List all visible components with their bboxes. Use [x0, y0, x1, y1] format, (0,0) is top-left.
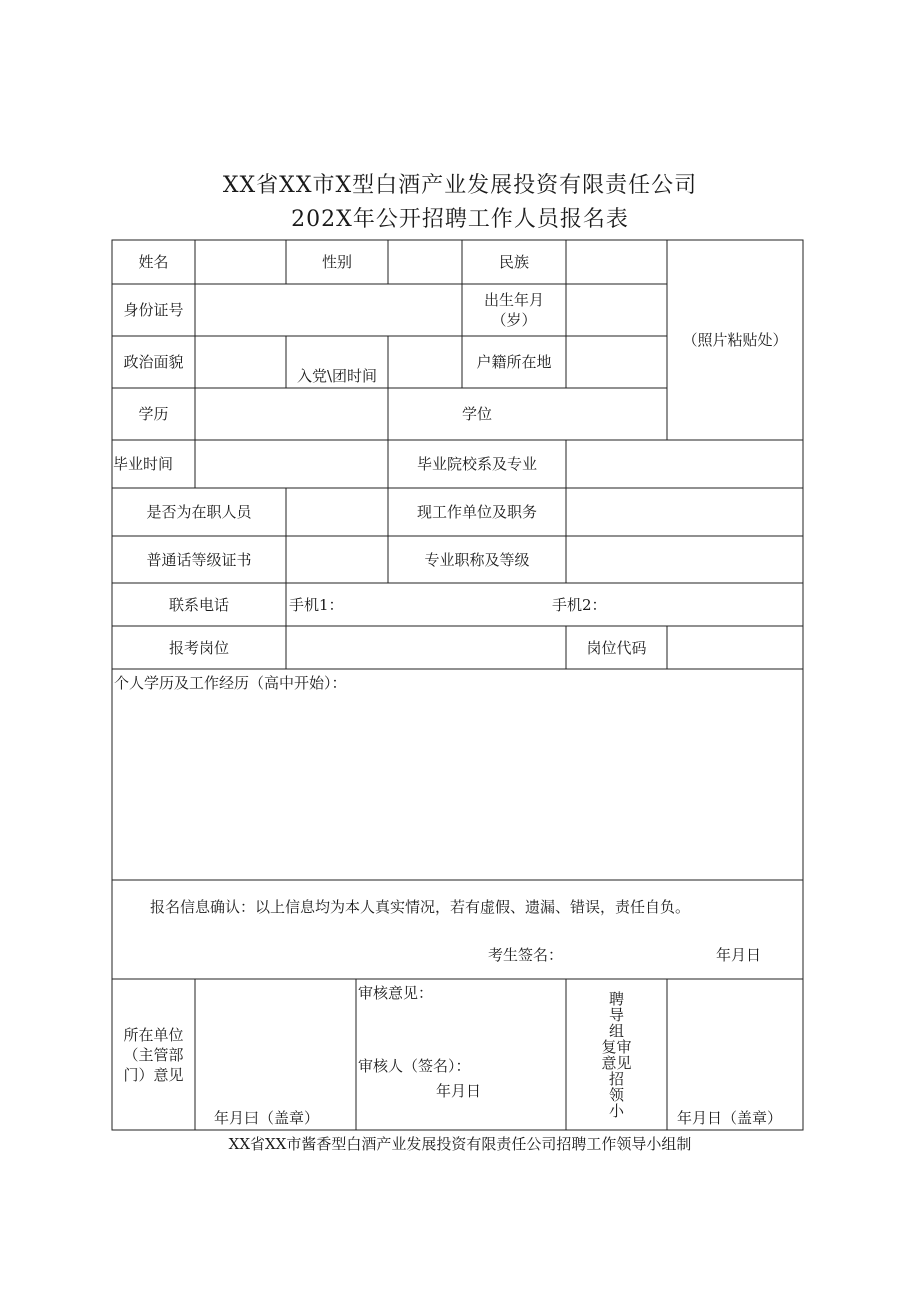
birth-label-line1: 出生年月 — [483, 291, 544, 309]
unit-date-seal: 年月曰（盖章） — [214, 1109, 320, 1127]
mobile1-field[interactable]: 手机1： — [289, 595, 344, 614]
confirmation-text: 报名信息确认：以上信息均为本人真实情况，若有虚假、遗漏、错误，责任自负。 — [150, 898, 691, 916]
school-major-field[interactable] — [566, 440, 803, 488]
leader-group-char: 小 — [608, 1102, 624, 1120]
household-location-field[interactable] — [566, 336, 667, 388]
leader-group-label — [566, 982, 667, 1128]
political-status-label: 政治面貌 — [123, 353, 184, 371]
graduation-time-label: 毕业时间 — [113, 455, 174, 473]
leader-group-char: 复审 — [601, 1038, 632, 1056]
unit-opinion-label — [112, 1015, 195, 1095]
contact-phone-label: 联系电话 — [168, 595, 229, 614]
ethnicity-field[interactable] — [566, 240, 667, 284]
professional-title-label: 专业职称及等级 — [424, 550, 530, 569]
professional-title-field[interactable] — [566, 536, 803, 583]
leader-group-char: 导 — [608, 1006, 624, 1024]
resume-label: 个人学历及工作经历（高中开始）： — [114, 674, 347, 692]
degree-field[interactable] — [566, 388, 667, 440]
mandarin-cert-field[interactable] — [286, 536, 388, 583]
name-field[interactable] — [195, 240, 286, 284]
resume-field[interactable] — [113, 696, 802, 879]
form-title-line1: XX省XX市X型白酒产业发展投资有限责任公司 — [222, 173, 698, 198]
candidate-signature-label: 考生签名： — [488, 946, 564, 964]
photo-area: （照片粘贴处） — [682, 331, 788, 349]
ethnicity-label: 民族 — [498, 253, 529, 271]
leader-group-char: 领 — [608, 1086, 624, 1104]
unit-opinion-line2: （主管部 — [123, 1046, 184, 1064]
gender-label: 性别 — [321, 253, 352, 271]
unit-opinion-line1: 所在单位 — [123, 1026, 184, 1044]
applied-position-field[interactable] — [286, 626, 566, 669]
party-join-time-label: 入党\团时间 — [296, 367, 378, 385]
birth-label-line2: （岁） — [491, 311, 537, 329]
review-opinion-label: 审核意见： — [358, 984, 434, 1002]
review-date: 年月日 — [436, 1082, 482, 1100]
unit-opinion-line3: 门）意见 — [123, 1066, 184, 1084]
id-number-field[interactable] — [195, 284, 462, 336]
id-number-label: 身份证号 — [123, 301, 184, 319]
degree-label: 学位 — [461, 405, 492, 423]
current-employer-field[interactable] — [566, 488, 803, 536]
birth-label — [462, 284, 566, 336]
household-location-label: 户籍所在地 — [476, 353, 552, 371]
mobile2-field[interactable]: 手机2： — [552, 595, 607, 614]
party-join-time-field[interactable] — [388, 336, 462, 388]
graduation-time-field[interactable] — [195, 440, 388, 488]
school-major-label: 毕业院校系及专业 — [416, 455, 537, 473]
leader-group-char: 组 — [608, 1022, 624, 1040]
form-title-line2: 202X年公开招聘工作人员报名表 — [291, 207, 629, 232]
mandarin-cert-label: 普通话等级证书 — [146, 550, 252, 569]
political-status-field[interactable] — [195, 336, 286, 388]
education-label: 学历 — [138, 405, 169, 423]
position-code-field[interactable] — [667, 626, 803, 669]
education-field[interactable] — [195, 388, 388, 440]
form-footer: XX省XX市酱香型白酒产业发展投资有限责任公司招聘工作领导小组制 — [228, 1135, 692, 1153]
leader-date-seal: 年月日（盖章） — [677, 1109, 783, 1127]
gender-field[interactable] — [388, 240, 462, 284]
candidate-date: 年月日 — [716, 946, 762, 964]
position-code-label: 岗位代码 — [586, 638, 647, 657]
name-label: 姓名 — [138, 253, 169, 271]
leader-group-char: 招 — [608, 1070, 624, 1088]
is-employed-field[interactable] — [286, 488, 388, 536]
is-employed-label: 是否为在职人员 — [146, 503, 252, 521]
birth-field[interactable] — [566, 284, 667, 336]
reviewer-sign-label: 审核人（签名）： — [358, 1057, 471, 1075]
current-employer-label: 现工作单位及职务 — [416, 503, 537, 521]
applied-position-label: 报考岗位 — [168, 638, 229, 657]
leader-group-char: 意见 — [601, 1054, 632, 1072]
leader-group-char: 聘 — [608, 990, 624, 1008]
